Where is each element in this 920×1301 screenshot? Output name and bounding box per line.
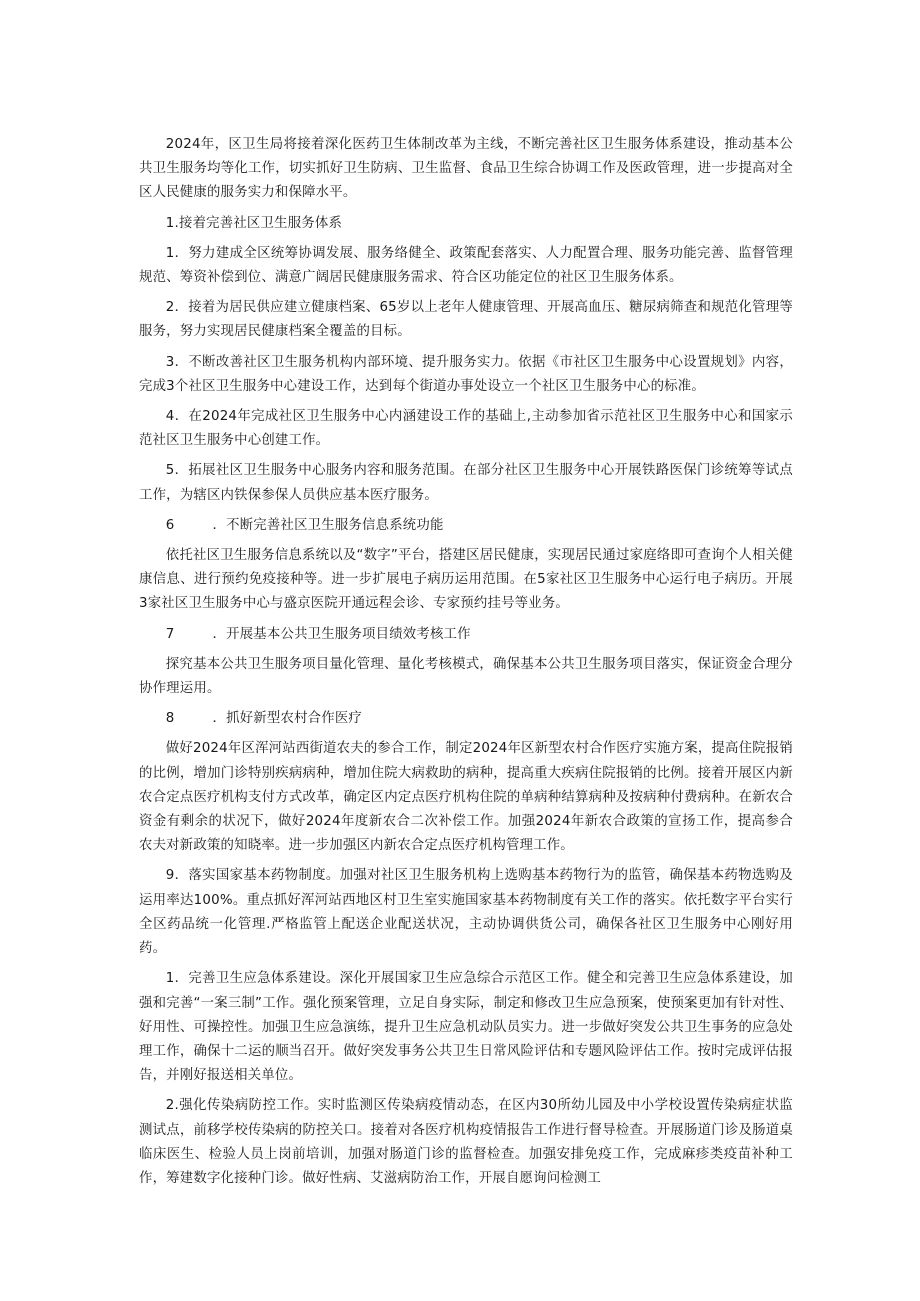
section-heading-1: 1.接着完善社区卫生服务体系 xyxy=(165,215,343,231)
infection-control-paragraph: 2.强化传染病防控工作。实时监测区传染病疫情动态，在区内30所幼儿园及中小学校设置传染病症状监测试点，前移学校传染病的防控关口。接着对各医疗机构疫情报告工作进行督导检查。开展肠道门诊及肠道桌临床医生、检验人员上岗前培训，加强对肠道门诊的监督检查。加强安排免疫工作，完成麻疹类疫苗补种工作，筹建数字化接种门诊。做好性病、艾滋病防治工作，开展自愿询问检测工 xyxy=(139,1098,793,1186)
section-number-8: 8 xyxy=(165,711,175,727)
section-heading-6 xyxy=(139,514,793,538)
list-item-9: 9．落实国家基本药物制度。加强对社区卫生服务机构上选购基本药物行为的监管，确保基本药物选购及运用率达100%。重点抓好浑河站西地区村卫生室实施国家基本药物制度有关工作的落实。依托数字平台实行全区药品统一化管理.严格监管上配送企业配送状况，主动协调供货公司，确保各社区卫生服务中心刚好用药。 xyxy=(139,868,793,957)
section-body-8: 做好2024年区浑河站西街道农夫的参合工作，制定2024年区新型农村合作医疗实施方案，提高住院报销的比例，增加门诊特别疾病病种，增加住院大病救助的病种，提高重大疾病住院报销的比例。接着开展区内新农合定点医疗机构支付方式改革，确定区内定点医疗机构住院的单病种结算病种及按病种付费病种。在新农合资金有剩余的状况下，做好2024年度新农合二次补偿工作。加强2024年新农合政策的宣扬工作，提高参合农夫对新政策的知晓率。进一步加强区内新农合定点医疗机构管理工作。 xyxy=(139,741,793,854)
list-item-4: 4．在2024年完成社区卫生服务中心内涵建设工作的基础上,主动参加省示范社区卫生服务中心和国家示范社区卫生服务中心创建工作。 xyxy=(139,409,793,449)
list-item-1: 1．努力建成全区统筹协调发展、服务络健全、政策配套落实、人力配置合理、服务功能完善、监督管理规范、筹资补偿到位、满意广阔居民健康服务需求、符合区功能定位的社区卫生服务体系。 xyxy=(139,245,793,286)
list-item-2: 2．接着为居民供应建立健康档案、65岁以上老年人健康管理、开展高血压、糖尿病筛查和规范化管理等服务，努力实现居民健康档案全覆盖的目标。 xyxy=(139,300,793,340)
section-heading-7 xyxy=(139,623,793,647)
section-title-6: ．不断完善社区卫生服务信息系统功能 xyxy=(212,517,444,533)
section-number-7: 7 xyxy=(165,626,175,642)
section-body-6: 依托社区卫生服务信息系统以及“数字”平台，搭建区居民健康，实现居民通过家庭络即可查询个人相关健康信息、进行预约免疫接种等。进一步扩展电子病历运用范围。在5家社区卫生服务中心运行电子病历。开展3家社区卫生服务中心与盛京医院开通远程会诊、专家预约挂号等业务。 xyxy=(139,548,793,612)
list-item-3: 3．不断改善社区卫生服务机构内部环境、提升服务实力。依据《市社区卫生服务中心设置规划》内容，完成3个社区卫生服务中心建设工作，达到每个街道办事处设立一个社区卫生服务中心的标准。 xyxy=(139,354,793,394)
emergency-paragraph: 1．完善卫生应急体系建设。深化开展国家卫生应急综合示范区工作。健全和完善卫生应急体系建设，加强和完善“一案三制”工作。强化预案管理，立足自身实际，制定和修改卫生应急预案，使预案更加有针对性、好用性、可操控性。加强卫生应急演练，提升卫生应急机动队员实力。进一步做好突发公共卫生事务的应急处理工作，确保十二运的顺当召开。做好突发事务公共卫生日常风险评估和专题风险评估工作。按时完成评估报告，并刚好报送相关单位。 xyxy=(139,971,793,1084)
section-body-7: 探究基本公共卫生服务项目量化管理、量化考核模式，确保基本公共卫生服务项目落实，保证资金合理分协作理运用。 xyxy=(139,656,793,697)
section-title-8: ．抓好新型农村合作医疗 xyxy=(212,711,363,727)
section-heading-8 xyxy=(139,707,793,731)
list-item-5: 5．拓展社区卫生服务中心服务内容和服务范围。在部分社区卫生服务中心开展铁路医保门诊统筹等试点工作，为辖区内铁保参保人员供应基本医疗服务。 xyxy=(139,463,793,503)
document-body xyxy=(139,133,793,1197)
section-title-7: ．开展基本公共卫生服务项目绩效考核工作 xyxy=(212,626,471,642)
intro-paragraph: 2024年，区卫生局将接着深化医药卫生体制改革为主线，不断完善社区卫生服务体系建设，推动基本公共卫生服务均等化工作，切实抓好卫生防病、卫生监督、食品卫生综合协调工作及医政管理，进一步提高对全区人民健康的服务实力和保障水平。 xyxy=(139,137,793,201)
section-number-6: 6 xyxy=(165,517,175,533)
